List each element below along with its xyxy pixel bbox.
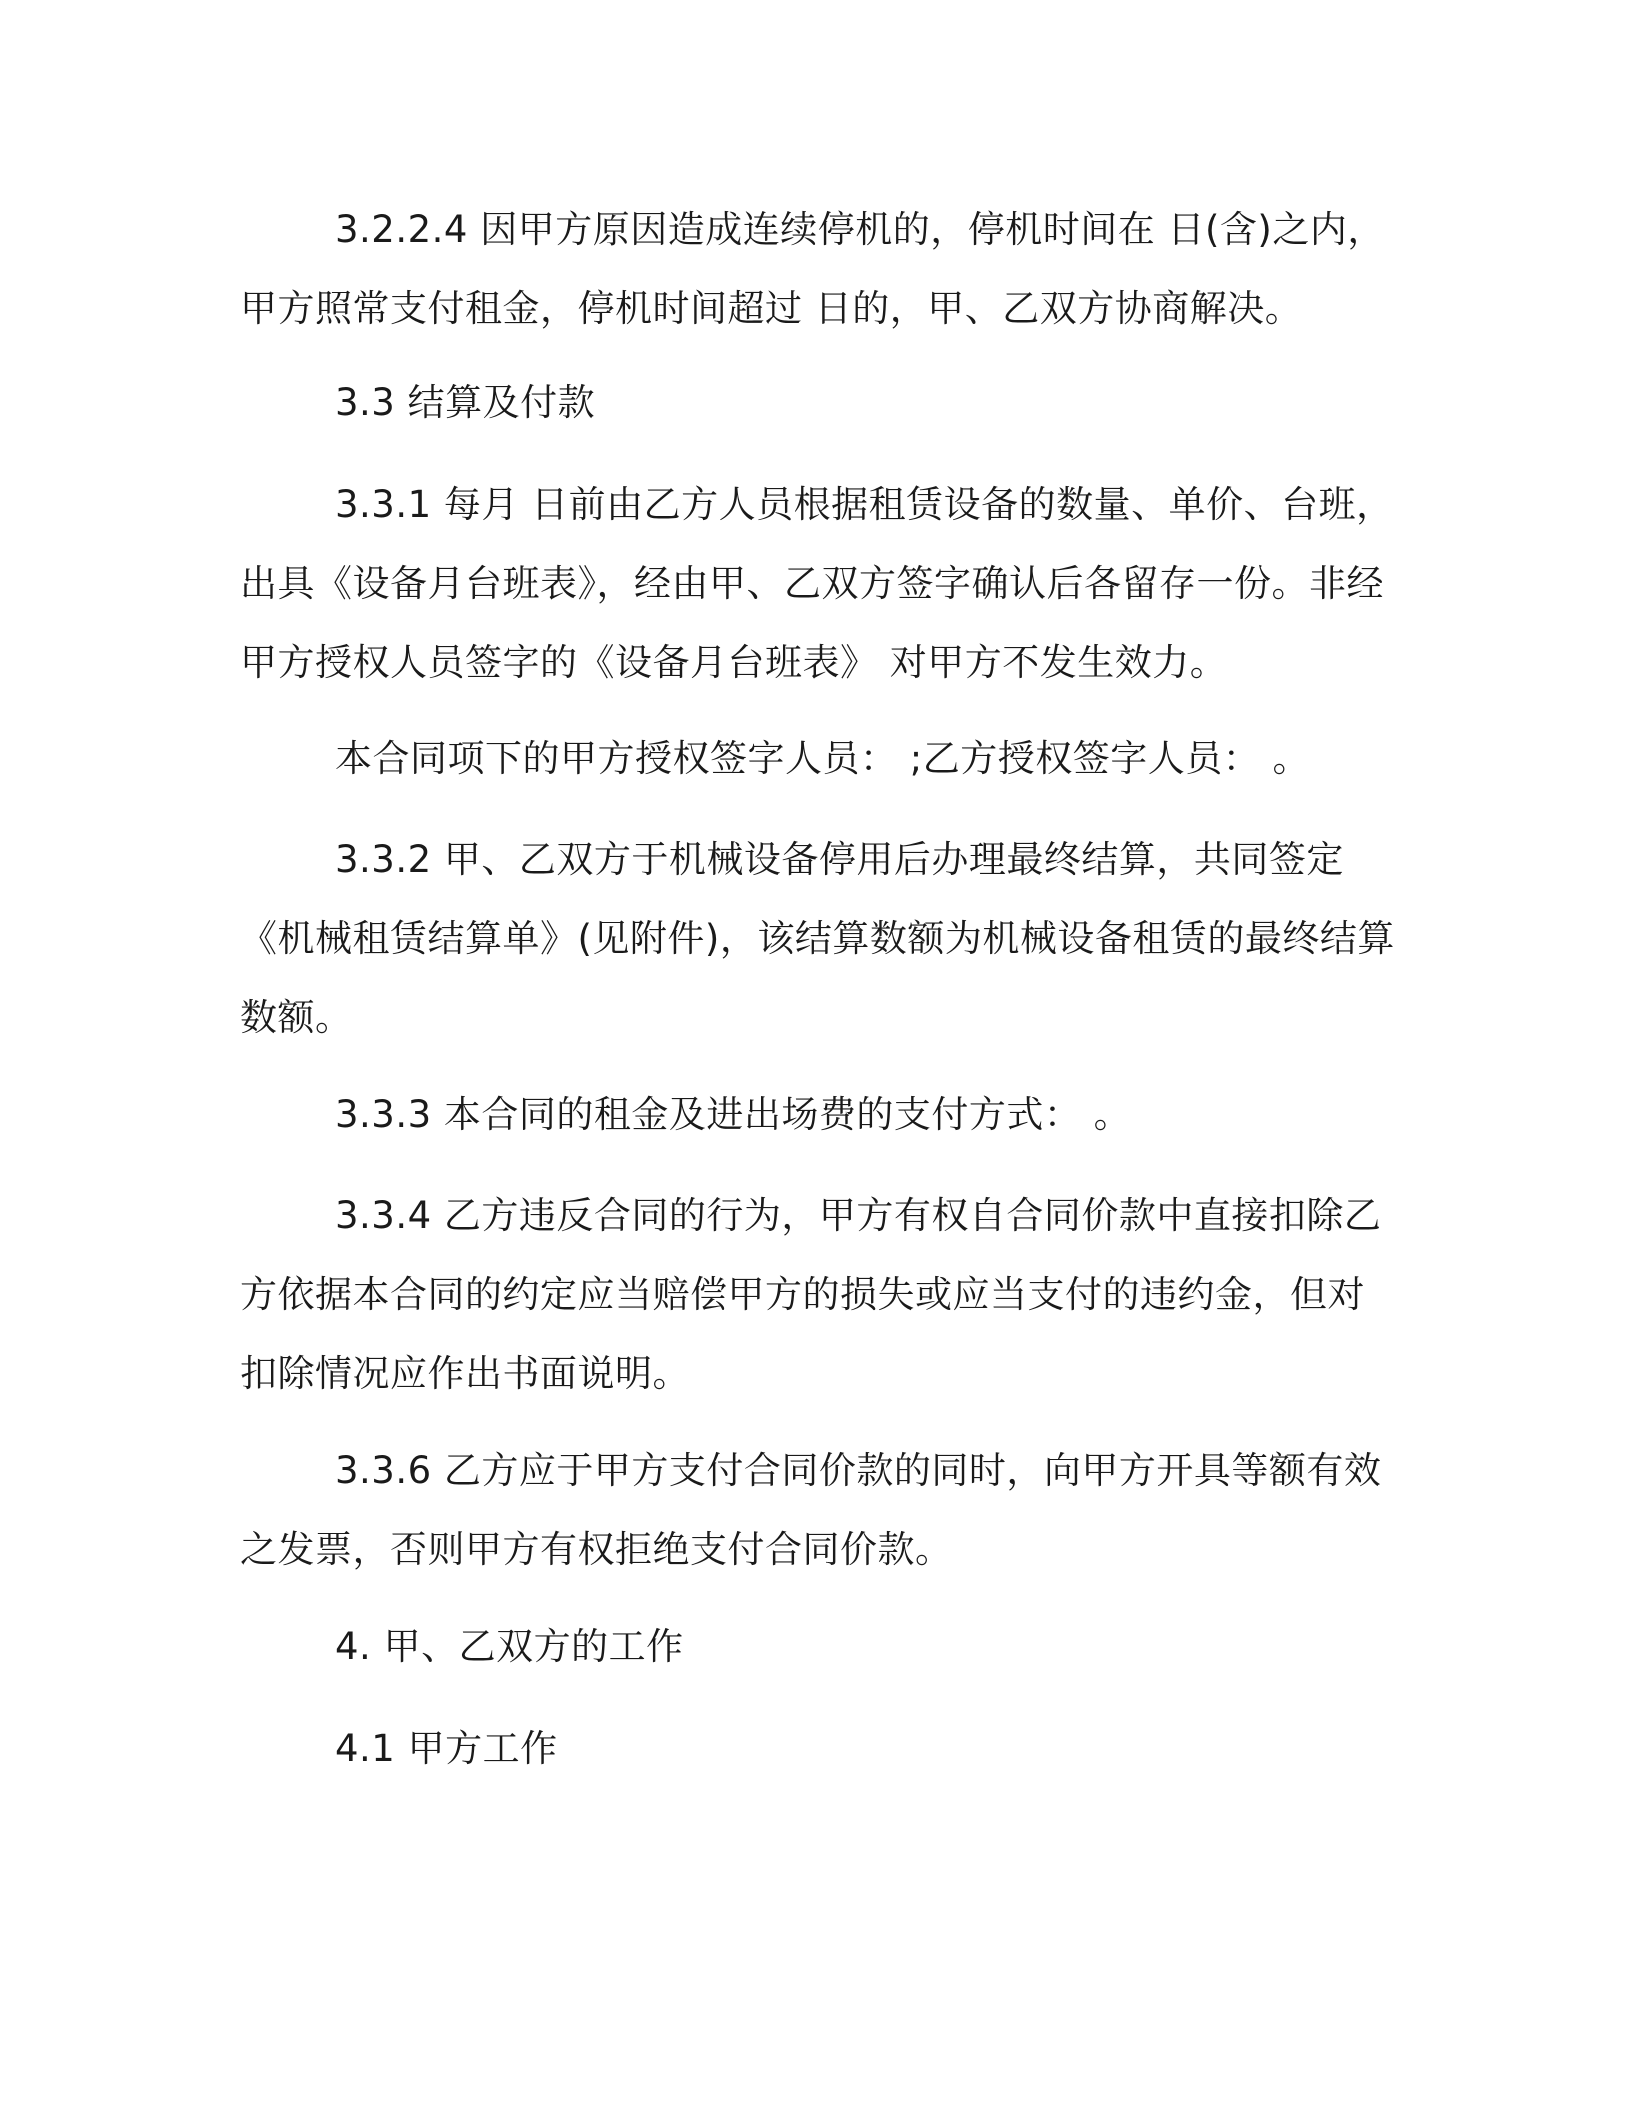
clause-3-3-1: 3.3.1 每月 日前由乙方人员根据租赁设备的数量、单价、台班，出具《设备月台班表》，经由甲、乙双方签字确认后各留存一份。非经甲方授权人员签字的《设备月台班表》 对甲方不发生效力。 — [240, 483, 1394, 684]
clause-3-3-4: 3.3.4 乙方违反合同的行为，甲方有权自合同价款中直接扣除乙方依据本合同的约定应当赔偿甲方的损失或应当支付的违约金，但对扣除情况应作出书面说明。 — [240, 1194, 1382, 1395]
clause-3-2-2-4: 3.2.2.4 因甲方原因造成连续停机的，停机时间在 日(含)之内，甲方照常支付租金，停机时间超过 日的，甲、乙双方协商解决。 — [240, 208, 1385, 330]
section-4-heading: 4. 甲、乙双方的工作 — [335, 1625, 684, 1668]
section-4-1-heading: 4.1 甲方工作 — [335, 1727, 558, 1770]
clause-3-3-6: 3.3.6 乙方应于甲方支付合同价款的同时，向甲方开具等额有效之发票，否则甲方有权拒绝支付合同价款。 — [240, 1449, 1382, 1571]
authorized-signatories: 本合同项下的甲方授权签字人员： ;乙方授权签字人员： 。 — [335, 737, 1310, 780]
section-3-3-heading: 3.3 结算及付款 — [335, 381, 596, 424]
clause-3-3-2: 3.3.2 甲、乙双方于机械设备停用后办理最终结算，共同签定《机械租赁结算单》(见附件)，该结算数额为机械设备租赁的最终结算数额。 — [240, 838, 1395, 1039]
clause-3-3-3: 3.3.3 本合同的租金及进出场费的支付方式： 。 — [335, 1093, 1132, 1136]
